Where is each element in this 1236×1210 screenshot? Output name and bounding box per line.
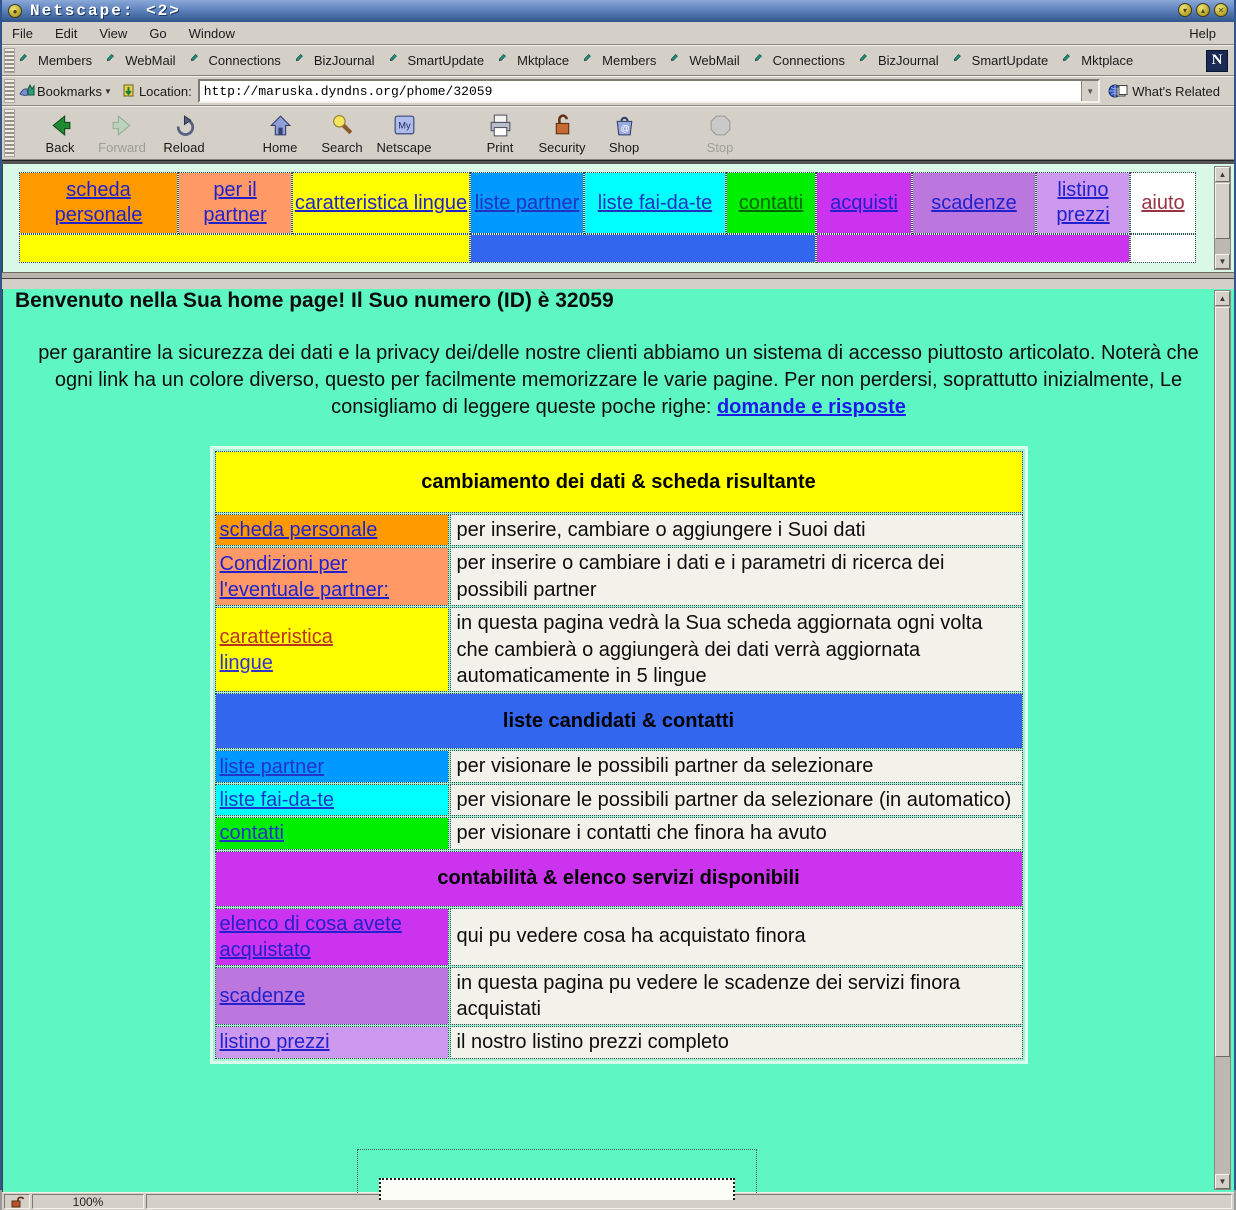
scroll-down-icon[interactable]: ▼ [1215,1174,1230,1189]
scroll-up-icon[interactable]: ▲ [1215,291,1230,306]
marker-icon [19,53,34,68]
site-nav-link-caratteristica-lingue[interactable]: caratteristica lingue [294,191,468,214]
table-description-cell: in questa pagina pu vedere le scadenze dei servizi finora acquistati [451,968,1022,1025]
stop-button [689,109,751,157]
bookmark-label: BizJournal [313,53,375,68]
menu-help[interactable]: Help [1189,25,1216,41]
bookmark-label: Members [602,53,657,68]
netscape-logo-icon[interactable]: N [1206,50,1228,72]
table-description-cell: per inserire o cambiare i dati e i parametri di ricerca dei possibili partner [451,548,1022,605]
table-link-cell [216,818,448,848]
toolbar-grip[interactable] [4,79,15,103]
table-link-liste-partner[interactable]: liste partner [219,755,324,778]
bookmark-item-bizjournal[interactable] [859,53,939,68]
table-description-cell: in questa pagina vedrà la Sua scheda aggiornata ogni volta che cambierà o aggiungerà dei dati verrà aggiornata automaticamente in 5 lingue [451,608,1022,691]
table-description-cell: per visionare le possibili partner da selezionare (in automatico) [451,785,1022,815]
nav-button-label: Search [321,140,363,155]
partial-form-box [357,1149,757,1193]
table-link-Condizioni-per-l-eventuale-partner-[interactable]: Condizioni per l'eventuale partner: [219,552,389,601]
security-button[interactable] [531,109,593,157]
bookmark-item-connections[interactable] [190,53,281,68]
main-frame-scrollbar[interactable] [1214,290,1231,1190]
site-nav-link-scadenze[interactable]: scadenze [931,191,1017,214]
netscape-icon [391,112,418,139]
bookmark-item-connections[interactable] [754,53,845,68]
menu-view[interactable]: View [99,25,128,41]
close-icon[interactable]: ✕ [1214,3,1228,17]
print-button[interactable] [469,109,531,157]
table-row [216,608,1022,691]
site-nav-cell [293,173,469,233]
whats-related-button[interactable] [1108,83,1220,99]
home-button[interactable] [249,109,311,157]
home-icon [267,112,294,139]
window-titlebar[interactable] [2,0,1234,22]
menu-window[interactable]: Window [188,25,235,41]
nav-button-label: Shop [608,140,640,155]
site-nav-link-aiuto[interactable]: aiuto [1141,191,1185,214]
table-row [216,515,1022,545]
table-row [216,785,1022,815]
location-toolbar [2,76,1234,106]
table-link-cell [216,751,448,781]
url-dropdown-icon[interactable]: ▼ [1081,81,1098,101]
open-padlock-icon [10,1195,24,1208]
table-row [216,909,1022,965]
table-description-cell: per visionare le possibili partner da selezionare [451,751,1022,781]
table-link-liste-fai-da-te[interactable]: liste fai-da-te [219,788,334,811]
marker-icon [190,53,205,68]
personal-toolbar [2,45,1234,76]
bookmark-label: Mktplace [1081,53,1134,68]
security-icon [549,112,576,139]
table-link-caratteristica[interactable]: caratteristica [219,625,333,648]
bookmark-label: Mktplace [517,53,570,68]
table-row [216,751,1022,781]
table-link-cell [216,515,448,545]
menu-file[interactable]: File [12,25,33,41]
bookmark-label: WebMail [689,53,740,68]
table-row [216,1027,1022,1057]
bookmark-label: SmartUpdate [407,53,485,68]
scrollbar-thumb[interactable] [1215,183,1230,239]
bookmark-label: BizJournal [877,53,939,68]
site-nav-color-bar [1131,235,1195,262]
table-link-listino-prezzi[interactable]: listino prezzi [219,1031,330,1054]
site-nav-table [19,172,1197,263]
table-link-scheda-personale[interactable]: scheda personale [219,519,378,542]
site-nav-link-listino-prezzi[interactable]: listino prezzi [1056,179,1110,226]
bookmarks-menu-button[interactable] [19,84,112,99]
toolbar-grip[interactable] [4,48,15,73]
site-nav-cell [20,173,177,233]
table-row [216,548,1022,605]
table-link-cell [216,785,448,815]
bookmark-item-mktplace[interactable] [498,53,569,68]
services-table [210,446,1028,1064]
back-icon [47,112,74,139]
toolbar-grip[interactable] [4,109,15,157]
progress-indicator: 100% [32,1194,144,1209]
marker-icon [1062,53,1077,68]
site-nav-cell [1131,173,1195,233]
site-nav-link-liste-partner[interactable]: liste partner [474,191,580,214]
maximize-icon[interactable]: ▴ [1196,3,1210,17]
table-link-lingue[interactable]: lingue [219,651,273,674]
intro-text: per garantire la sicurezza dei dati e la privacy dei/delle nostre clienti abbiamo un sistema di accesso piuttosto articolato. Noterà che ogni link ha un colore diverso, questo per facilmente memorizzare le varie pagine. Per non perdersi, soprattutto inizialmente, Le consigliamo di leggere queste poche righe: [38,342,1199,418]
shop-icon [611,112,638,139]
reload-icon [171,112,198,139]
bookmark-item-members[interactable] [583,53,656,68]
menu-go[interactable]: Go [149,25,167,41]
table-section-header: cambiamento dei dati & scheda risultante [216,452,1022,512]
globe-pages-icon [1108,83,1128,99]
bookmark-item-smartupdate[interactable] [953,53,1049,68]
marker-icon [389,53,404,68]
bookmarks-icon [19,84,37,98]
bookmark-item-bizjournal[interactable] [295,53,375,68]
table-link-contatti[interactable]: contatti [219,822,284,845]
main-content-frame [2,289,1234,1192]
nav-button-label: Security [538,140,586,155]
table-row [216,818,1022,848]
domande-e-risposte-link[interactable]: domande e risposte [716,396,906,418]
marker-icon [106,53,121,68]
svg-text:@: @ [619,123,630,134]
site-nav-cell [817,173,911,233]
marker-icon [754,53,769,68]
print-icon [487,112,514,139]
forward-icon [109,112,136,139]
site-nav-cell [727,173,815,233]
menu-bar [2,22,1234,45]
table-link-cell [216,608,448,691]
marker-icon [295,53,310,68]
nav-button-label: Netscape [376,140,432,155]
table-link-cell [216,1027,448,1057]
table-link-scadenze[interactable]: scadenze [219,984,306,1007]
bookmark-item-mktplace[interactable] [1062,53,1133,68]
bookmark-label: Connections [772,53,845,68]
location-icon [122,84,135,99]
table-section-header: liste candidati & contatti [216,694,1022,748]
search-icon [329,112,356,139]
stop-icon [707,112,734,139]
bookmark-label: Members [38,53,93,68]
scroll-down-icon[interactable]: ▼ [1215,254,1230,269]
table-description-cell: il nostro listino prezzi completo [451,1027,1022,1057]
site-nav-color-bar [20,235,469,262]
table-description-cell: per inserire, cambiare o aggiungere i Suoi dati [451,515,1022,545]
table-row [216,968,1022,1025]
table-link-elenco-di-cosa-avete-acquistato[interactable]: elenco di cosa avete acquistato [219,912,402,961]
marker-icon [859,53,874,68]
scrollbar-thumb[interactable] [1215,307,1230,1057]
bookmark-item-smartupdate[interactable] [389,53,485,68]
marker-icon [953,53,968,68]
partial-text-input[interactable] [379,1178,735,1200]
chevron-down-icon: ▼ [104,86,112,96]
bookmark-item-webmail[interactable] [670,53,739,68]
nav-button-label: Forward [98,140,146,155]
table-link-cell [216,909,448,965]
navigation-toolbar [2,106,1234,160]
window-title: Netscape: <2> [30,2,181,20]
url-input[interactable] [200,81,1082,101]
netscape-button[interactable] [373,109,435,157]
marker-icon [498,53,513,68]
minimize-icon[interactable]: ▾ [1178,3,1192,17]
nav-button-label: Reload [163,140,205,155]
site-nav-link-scheda-personale[interactable]: scheda personale [54,179,143,226]
bookmark-label: WebMail [125,53,176,68]
bookmarks-label: Bookmarks [37,83,103,99]
site-nav-cell [913,173,1035,233]
menu-edit[interactable]: Edit [54,25,78,41]
svg-text:My: My [397,120,411,131]
security-status-button[interactable] [4,1194,30,1209]
scroll-up-icon[interactable]: ▲ [1215,167,1230,182]
table-link-cell [216,968,448,1025]
back-button[interactable] [29,109,91,157]
whats-related-label: What's Related [1132,83,1220,99]
forward-button [91,109,153,157]
site-nav-color-bar [817,235,1129,262]
table-description-cell: per visionare i contatti che finora ha avuto [451,818,1022,848]
site-nav-link-liste-fai-da-te[interactable]: liste fai-da-te [597,191,713,214]
nav-button-label: Stop [706,140,734,155]
table-section-header: contabilità & elenco servizi disponibili [216,852,1022,906]
top-frame-scrollbar[interactable] [1214,166,1231,270]
search-button[interactable] [311,109,373,157]
bookmark-item-webmail[interactable] [106,53,175,68]
site-nav-link-contatti[interactable]: contatti [738,191,804,214]
marker-icon [670,53,685,68]
bookmark-item-members[interactable] [19,53,92,68]
nav-button-label: Home [262,140,298,155]
window-menu-icon[interactable]: ● [8,4,22,18]
table-link-cell [216,548,448,605]
site-nav-cell [471,173,583,233]
bookmark-label: SmartUpdate [971,53,1049,68]
marker-icon [583,53,598,68]
site-nav-cell [179,173,291,233]
shop-button[interactable] [593,109,655,157]
site-nav-cell [1037,173,1129,233]
frame-border [2,272,1234,279]
site-nav-link-acquisti[interactable]: acquisti [830,191,898,214]
page-title: Benvenuto nella Sua home page! Il Suo numero (ID) è 32059 [15,289,614,312]
nav-button-label: Back [45,140,75,155]
top-nav-frame [2,164,1234,272]
intro-paragraph [27,340,1210,421]
site-nav-color-bar [471,235,815,262]
reload-button[interactable] [153,109,215,157]
bookmark-label: Connections [208,53,281,68]
nav-button-label: Print [486,140,514,155]
table-description-cell: qui pu vedere cosa ha acquistato finora [451,909,1022,965]
site-nav-cell [585,173,725,233]
location-label: Location: [138,83,192,99]
site-nav-link-per-il-partner[interactable]: per il partner [203,179,267,226]
